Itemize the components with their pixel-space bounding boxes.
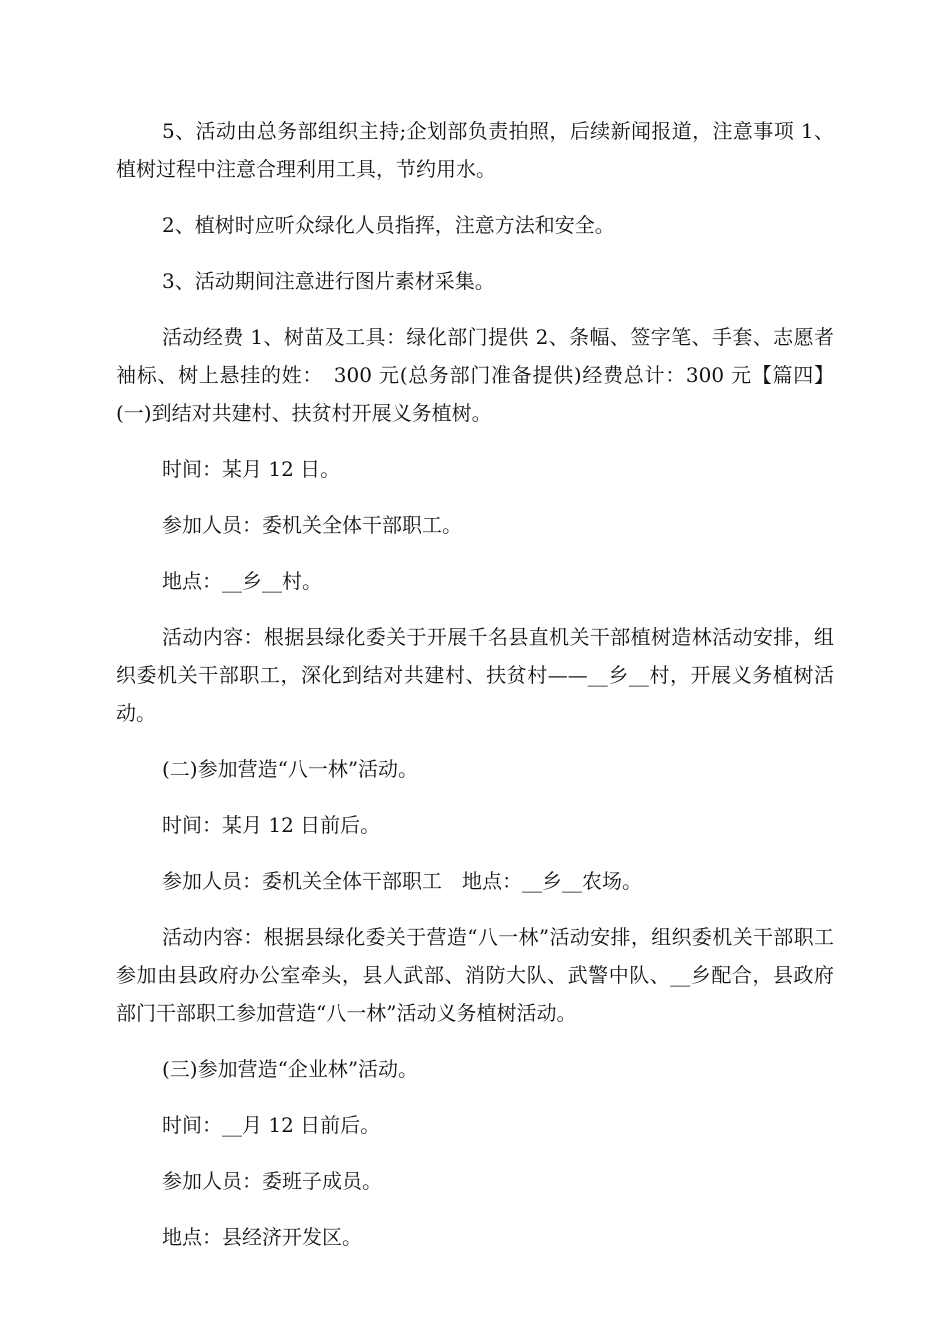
paragraph-location-3: 地点：县经济开发区。 <box>162 1225 362 1249</box>
paragraph-note-3-photos: 3、活动期间注意进行图片素材采集。 <box>162 269 495 293</box>
paragraph-participants-1: 参加人员：委机关全体干部职工。 <box>162 513 462 537</box>
paragraph-time-1: 时间：某月 12 日。 <box>162 457 341 481</box>
paragraph-content-1: 活动内容：根据县绿化委关于开展千名县直机关干部植树造林活动安排，组织委机关干部职工，深化到结对共建村、扶贫村——__乡__村，开展义务植树活动。 <box>116 625 834 725</box>
paragraph-budget: 活动经费 1、树苗及工具：绿化部门提供 2、条幅、签字笔、手套、志愿者袖标、树上悬挂的姓： 300 元(总务部门准备提供)经费总计：300 元【篇四】(一)到结对共建村、扶贫村开展义务植树。 <box>116 325 834 425</box>
paragraph-participants-location-2: 参加人员：委机关全体干部职工 地点：__乡__农场。 <box>162 869 642 893</box>
paragraph-time-3: 时间：__月 12 日前后。 <box>162 1113 381 1137</box>
paragraph-note-2-safety: 2、植树时应听众绿化人员指挥，注意方法和安全。 <box>162 213 615 237</box>
paragraph-item-5-organizer: 5、活动由总务部组织主持;企划部负责拍照，后续新闻报道，注意事项 1、植树过程中注意合理利用工具，节约用水。 <box>116 119 834 181</box>
paragraph-location-1: 地点：__乡__村。 <box>162 569 322 593</box>
paragraph-time-2: 时间：某月 12 日前后。 <box>162 813 381 837</box>
document-body <box>116 112 834 1274</box>
paragraph-section-2-heading: (二)参加营造“八一林”活动。 <box>162 757 419 781</box>
paragraph-content-2: 活动内容：根据县绿化委关于营造“八一林”活动安排，组织委机关干部职工参加由县政府办公室牵头，县人武部、消防大队、武警中队、__乡配合，县政府部门干部职工参加营造“八一林”活动义务植树活动。 <box>116 925 834 1025</box>
paragraph-participants-3: 参加人员：委班子成员。 <box>162 1169 382 1193</box>
paragraph-section-3-heading: (三)参加营造“企业林”活动。 <box>162 1057 419 1081</box>
